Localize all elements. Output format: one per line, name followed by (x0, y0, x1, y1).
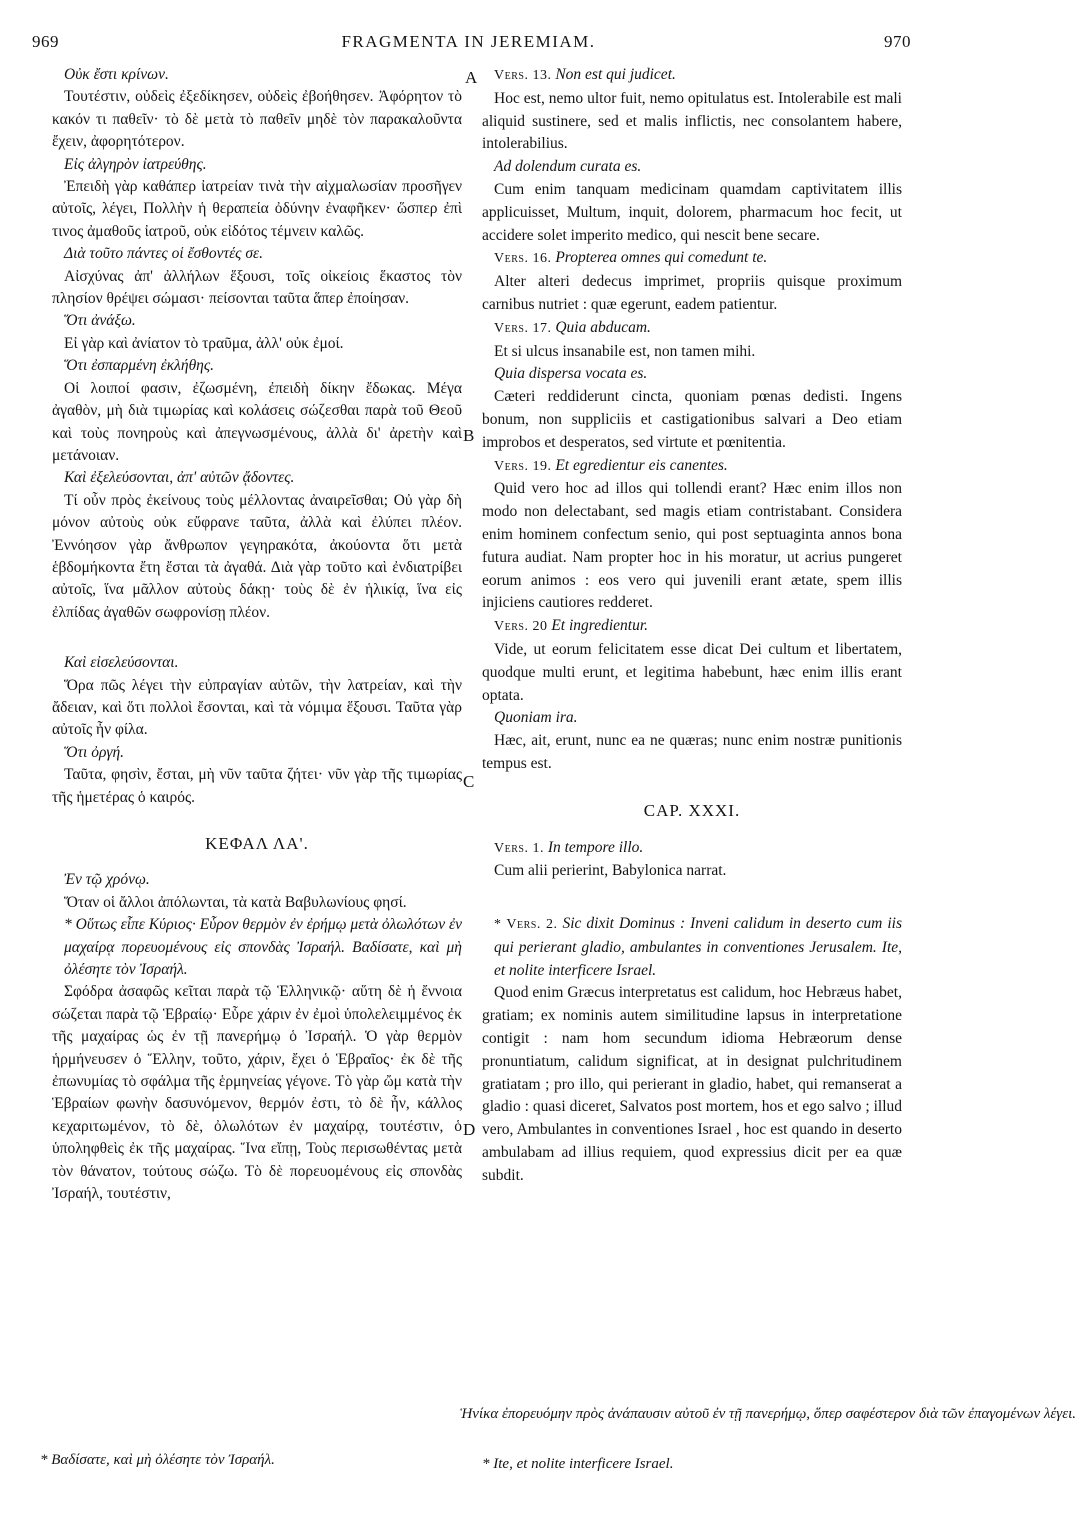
lemma: Καὶ ἐξελεύσονται, ἀπ' αὐτῶν ᾄδοντες. (64, 469, 295, 487)
verse-lemma-text: In tempore illo. (547, 838, 644, 856)
page-number-right: 970 (884, 32, 911, 51)
verse-lemma (482, 615, 902, 639)
commentary-paragraph: Σφόδρα ἀσαφῶς κεῖται παρὰ τῷ Ἑλληνικῷ· αὕτη δὲ ἡ ἔννοια σώζεται παρὰ τῷ Ἑβραίῳ· Εὗρε χάριν ἐν ἐμοὶ ὑπολελειμμένος ἐκ τῆς μαχαίρας ὡς ἐν τῇ πανερήμῳ ὁ Ἰσραήλ. Ὁ γὰρ θερμὸν ἡρμήνευσεν ὁ Ἕλλην, τοῦτο, χάριν, ἔχει ὁ Ἑβραῖος· ἐκ δὲ τῆς ἐπωνυμίας τὸ σφάλμα τῆς ἑρμηνείας γέγονε. Τὸ γὰρ ὤμ κατὰ τὴν Ἑβραίων φωνὴν δασυνόμενον, θερμόν ἐστι, τὸ δὲ ἦν, κάλλος κεχαριτωμένον, τὸ δὲ, ὀλωλότων ἐν μαχαίρᾳ, τουτέστιν, ὁ ὑποληφθεὶς ἐκ τῆς μαχαίρας. Ἵνα εἴπῃ, Τοὺς περισωθέντας μετὰ τὸν θάνατον, τούτους σώζω. Τὸ δὲ πορευομένους εἰς σπονδὰς Ἰσραήλ, τουτέστιν, (52, 983, 462, 1203)
verse-label: Vers. 20 (494, 619, 548, 635)
verse-lemma-text: Propterea omnes qui comedunt te. (555, 249, 768, 267)
verse-label: Vers. 1. (494, 840, 544, 856)
commentary-paragraph: Οἱ λοιποί φασιν, ἐζωσμένη, ἐπειδὴ δίκην ἔδωκας. Μέγα ἀγαθὸν, μὴ διὰ τιμωρίας καὶ κολάσεις σώζεσθαι παρὰ τοῦ Θεοῦ καὶ τοὺς πονηροὺς καὶ ἀπεγνωσμένους, ἀλλὰ δι' ἀρετὴν καὶ μετάνοιαν. (52, 379, 462, 464)
commentary-paragraph: Αἰσχύνας ἀπ' ἀλλήλων ἕξουσι, τοῖς οἰκείοις ἕκαστος τὸν πλησίον θρέψει σώμασι· πείσονται ταῦτα ἅπερ ἐποίησαν. (52, 267, 462, 308)
commentary-paragraph: Vide, ut eorum felicitatem esse dicat Dei cultum et libertatem, quodque multi erunt, et legitima habebunt, hæc enim illis erant optata. (482, 640, 902, 704)
margin-letter-c: C (463, 772, 475, 791)
running-title: FRAGMENTA IN JEREMIAM. (341, 32, 596, 51)
lemma: Quia dispersa vocata es. (494, 365, 648, 383)
lemma: Ὅτι ἐσπαρμένη ἐκλήθης. (64, 357, 215, 375)
margin-letter-d: D (463, 1120, 476, 1139)
verse-label: Vers. 13. (494, 68, 552, 83)
commentary-paragraph: Hoc est, nemo ultor fuit, nemo opitulatus est. Intolerabile est mali aliquid sustinere, sed et malis inflictis, nec consolantem habere, intolerabilius. (482, 89, 902, 153)
verse-lemma (482, 247, 902, 271)
commentary-paragraph: Ἐπειδὴ γὰρ καθάπερ ἰατρείαν τινὰ τὴν αἰχμαλωσίαν προσῆγεν αὐτοῖς, λέγει, Πολλὴν ἡ θεραπεία ὀδύνην ἐναφῆκεν· ὥσπερ ἐπὶ τινος ἀμαθοῦς ἰατροῦ, οὐκ εἰδότος τέμνειν καλῶς. (52, 178, 462, 240)
verse-label: Vers. 16. (494, 251, 552, 267)
greek-final-lemma: * Βαδίσατε, καὶ μὴ ὀλέσητε τὸν Ἰσραήλ. (40, 1452, 275, 1468)
commentary-paragraph: Τουτέστιν, οὐδεὶς ἐξεδίκησεν, οὐδεὶς ἐβοήθησεν. Ἀφόρητον τὸ κακόν τι παθεῖν· τὸ δὲ μετὰ τὸ παθεῖν μηδὲ τὸν παρακαλοῦντα ἔχειν, ἀφορητότερον. (52, 88, 462, 151)
greek-column (52, 64, 462, 1206)
verse-lemma-text: Et egredientur eis canentes. (555, 456, 728, 474)
lemma: Διὰ τοῦτο πάντες οἱ ἔσθοντές σε. (64, 245, 263, 263)
lemma: Ὅτι ὀργή. (64, 743, 125, 761)
chapter-heading: ΚΕΦΑΛ ΛΑ'. (205, 834, 309, 853)
verse-lemma (482, 837, 902, 861)
verse-label: Vers. 19. (494, 458, 552, 474)
lemma: * Οὕτως εἶπε Κύριος· Εὗρον θερμὸν ἐν ἐρήμῳ μετὰ ὀλωλότων ἐν μαχαίρᾳ πορευομένους εἰς σπονδὰς Ἰσραήλ. Βαδίσατε, καὶ μὴ ὀλέσητε τὸν Ἰσραήλ. (64, 916, 462, 979)
commentary-paragraph: Alter alteri dedecus imprimet, propriis quisque proximum carnibus nutriet : quæ egerunt, eadem patientur. (482, 273, 902, 313)
verse-lemma (482, 455, 902, 479)
verse-lemma-text: Et ingredientur. (551, 617, 649, 635)
verse-lemma-text: Quia abducam. (555, 318, 651, 336)
commentary-paragraph: Cum enim tanquam medicinam quamdam captivitatem illis applicuisset, Multum, inquit, dolorem, pharmacum hoc fecit, ut accidere solet imperito medico, qui nescit bene secare. (482, 180, 902, 244)
commentary-paragraph: Τί οὖν πρὸς ἐκείνους τοὺς μέλλοντας ἀναιρεῖσθαι; Οὐ γὰρ δὴ μόνον αὐτοὺς οὐκ εὔφρανε ταῦτα, ἀλλὰ καὶ ἐλύπει πλέον. Ἐννόησον γὰρ ἄνθρωπον γεγηρακότα, ἀκούοντα ὅτι μετὰ ἑβδομήκοντα ἔτη ἔσται τὰ ἀγαθά. Διὰ γὰρ τοῦτο καὶ ἐνδιατρίβει αὐτοῖς, ἵνα μᾶλλον αὐτοὺς δάκῃ· τοὺς δὲ ἐν ἡλικίᾳ, ἵνα εἰς ἐλπίδας ἀγαθῶν σωφρονίσῃ πλέον. (52, 491, 462, 621)
lemma: Καὶ εἰσελεύσονται. (64, 654, 179, 672)
lemma: Ad dolendum curata es. (494, 158, 642, 176)
latin-final-lemma: * Ite, et nolite interficere Israel. (482, 1456, 674, 1472)
latin-column (482, 64, 902, 1188)
margin-letter-a: A (465, 68, 478, 87)
commentary-paragraph: Ταῦτα, φησὶν, ἔσται, μὴ νῦν ταῦτα ζήτει· νῦν γὰρ τῆς τιμωρίας τῆς ἡμετέρας ὁ καιρός. (52, 766, 462, 806)
commentary-paragraph: Quid vero hoc ad illos qui tollendi erant? Hæc enim illos non modo non delectabant, sed magis etiam contristabant. Considera enim hominem confectum senio, qui post septuaginta annos bona futura audiat. Nam propter hoc in his moratur, ut acrius pungeret eorum animos : eos vero qui juvenili erant ætate, spem illis injiciens cautiores redderet. (482, 480, 902, 612)
verse-lemma (482, 913, 902, 982)
commentary-paragraph: Ὅταν οἱ ἄλλοι ἀπόλωνται, τὰ κατὰ Βαβυλωνίους φησί. (64, 893, 407, 911)
lemma: Εἰς ἀλγηρὸν ἰατρεύθης. (64, 155, 207, 173)
lemma: Ὅτι ἀνάξω. (64, 312, 136, 330)
lemma: Quoniam ira. (494, 709, 578, 727)
greek-footnote-line: Ἡνίκα ἐπορευόμην πρὸς ἀνάπαυσιν αὐτοῦ ἐν τῇ πανερήμῳ, ὅπερ σαφέστερον διὰ τῶν ἐπαγομένων λέγει. (460, 1406, 1076, 1422)
commentary-paragraph: Et si ulcus insanabile est, non tamen mihi. (494, 342, 756, 360)
margin-letter-b: B (463, 426, 475, 445)
verse-lemma (482, 64, 902, 88)
page-number-left: 969 (32, 32, 59, 51)
commentary-paragraph: Quod enim Græcus interpretatus est calidum, hoc Hebræus habet, gratiam; ex nominis autem similitudine lapsus in interpretatione contigit : nam hom secundum idioma Hebræorum dense pronuntiatum, calidum significat, at in designat pulchritudinem gratiatam ; pro illo, qui perierant in gladio, habet, qui remanserat a gladio : quasi diceret, Salvatos post mortem, hos et ego salvo ; illud vero, Ambulantes in conventiones Israel , hoc est quando in deserto ambulabam ad illius requiem, quod expressius dicit per ea quæ subdit. (482, 984, 902, 1184)
commentary-paragraph: Cæteri reddiderunt cincta, quoniam pœnas dedisti. Ingens bonum, non suppliciis et castigationibus salvari a Deo etiam improbos et desperatos, sed virtute et pœnitentia. (482, 388, 902, 451)
lemma: Οὐκ ἔστι κρίνων. (64, 66, 169, 83)
verse-lemma (482, 317, 902, 341)
verse-lemma-text: Sic dixit Dominus : Inveni calidum in deserto cum iis qui perierant gladio, ambulantes in conventiones Jerusalem. Ite, et nolite interficere Israel. (494, 915, 902, 979)
commentary-paragraph: Ὅρα πῶς λέγει τὴν εὐπραγίαν αὐτῶν, τὴν λατρείαν, καὶ τὴν ἄδειαν, καὶ ὅτι πολλοὶ ἔσονται, καὶ τὰ νόμιμα ἕξουσι. Ταῦτα γὰρ αὐτοῖς ἦν φίλα. (52, 676, 462, 739)
commentary-paragraph: Hæc, ait, erunt, nunc ea ne quæras; nunc enim nostræ punitionis tempus est. (482, 732, 902, 772)
commentary-paragraph: Cum alii perierint, Babylonica narrat. (494, 862, 727, 880)
verse-label: * Vers. 2. (494, 917, 558, 933)
verse-lemma-text: Non est qui judicet. (555, 66, 676, 83)
commentary-paragraph: Εἰ γὰρ καὶ ἀνίατον τὸ τραῦμα, ἀλλ' οὐκ ἐμοί. (64, 334, 344, 352)
lemma: Ἐν τῷ χρόνῳ. (64, 871, 150, 889)
verse-label: Vers. 17. (494, 320, 552, 336)
chapter-heading: CAP. XXXI. (643, 800, 741, 820)
